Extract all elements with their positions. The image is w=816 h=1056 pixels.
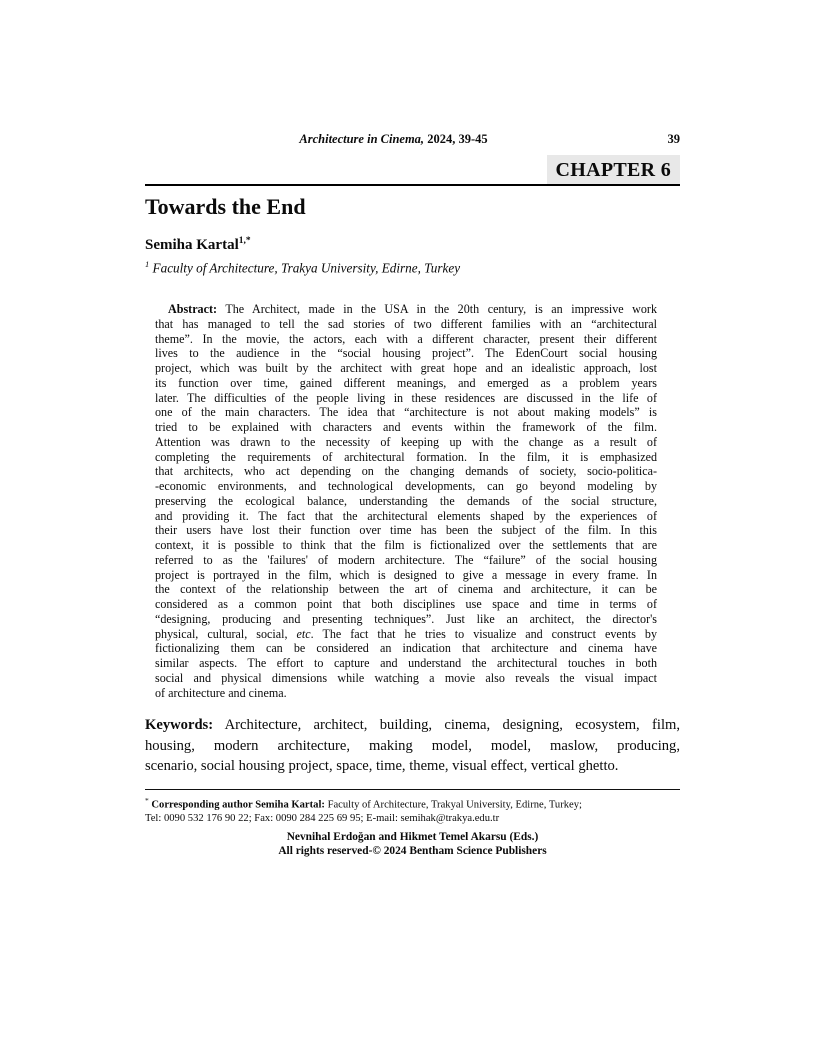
abstract-line: tried to be explained with characters and events within the framework of the film. <box>155 420 657 434</box>
footnote-bold: Corresponding author Semiha Kartal: <box>148 799 325 811</box>
footnote-line-1 <box>145 794 680 812</box>
journal-title: Architecture in Cinema, <box>299 132 425 146</box>
abstract-line: similar aspects. The effort to capture and understand the architectural touches in both <box>155 656 657 670</box>
abstract-line-text: physical, cultural, social, <box>155 626 297 641</box>
abstract-line-text: The Architect, made in the USA in the 20th century, is an impressive work <box>217 302 657 316</box>
page-number: 39 <box>667 132 680 146</box>
keywords-line <box>145 715 680 736</box>
abstract-line: their users have lost their function over time has been the subject of the film. In this <box>155 523 657 538</box>
abstract-line: -economic environments, and technological developments, can go beyond modeling by <box>155 479 657 493</box>
abstract-line <box>155 302 657 317</box>
abstract-label: Abstract: <box>168 302 218 316</box>
abstract-line: fictionalizing them can be considered an indication that architecture and cinema have <box>155 641 657 656</box>
abstract-line: considered as a common point that both disciplines use space and time in terms of <box>155 597 657 611</box>
rights-line: All rights reserved-© 2024 Bentham Science Publishers <box>278 844 547 857</box>
journal-issue: 2024, 39-45 <box>424 132 488 146</box>
affiliation-text: Faculty of Architecture, Trakya University, Edirne, Turkey <box>149 260 461 276</box>
editors-line: Nevnihal Erdoğan and Hikmet Temel Akarsu (Eds.) <box>286 831 539 843</box>
abstract-line-text: . The fact that he tries to visualize and construct events by <box>310 626 658 641</box>
running-head <box>145 132 680 147</box>
author-name-text: Semiha Kartal <box>145 237 239 253</box>
abstract-line: “designing, producing and presenting techniques”. Just like an architect, the director's <box>155 611 657 626</box>
abstract-line: project is portrayed in the film, which is designed to give a message in every frame. In <box>155 567 657 582</box>
abstract-line: project, which was built by the architect with great hope and an idealistic approach, lost <box>155 361 657 375</box>
corresponding-author-note <box>145 794 680 825</box>
abstract-line: later. The difficulties of the people living in these residences are discussed in the life of <box>155 390 657 405</box>
text-column <box>145 0 680 1056</box>
abstract-line: social and physical dimensions while watching a movie also reveals the visual impact <box>155 670 657 685</box>
abstract-line: that architects, who act depending on the changing demands of society, socio-politica- <box>155 464 657 479</box>
footnote-marker: * <box>145 796 149 805</box>
keywords <box>145 715 680 777</box>
abstract-line: that has managed to tell the sad stories of two different families with an “architectural <box>155 316 657 331</box>
page-header <box>145 132 680 148</box>
abstract-line: and providing it. The fact that the architectural elements shaped by the experiences of <box>155 508 657 523</box>
footnote-rule <box>145 789 680 790</box>
keywords-line: scenario, social housing project, space, time, theme, visual effect, vertical ghetto. <box>145 758 619 774</box>
author-superscript: 1,* <box>238 236 251 246</box>
author-name <box>145 236 251 254</box>
abstract-line: completing the requirements of architectural formation. In the film, it is emphasized <box>155 449 657 464</box>
abstract-line: preserving the ecological balance, understanding the demands of the social structure, <box>155 493 657 508</box>
abstract-line: of architecture and cinema. <box>155 685 287 700</box>
footnote-rest: Faculty of Architecture, Trakyal University, Edirne, Turkey; <box>324 799 582 811</box>
abstract-line: referred to as the 'failures' of modern architecture. The “failure” of the social housing <box>155 552 657 567</box>
abstract-line: theme”. In the movie, the actors, each with a different character, present their different <box>155 331 657 346</box>
keywords-line: housing, modern architecture, making model, model, maslow, producing, <box>145 737 680 754</box>
etc-italic: etc <box>296 626 311 641</box>
abstract-line: Attention was drawn to the necessity of keeping up with the change as a result of <box>155 434 657 449</box>
abstract-line: its function over time, gained different meanings, and emerged as a problem years <box>155 375 657 390</box>
abstract-line: context, it is possible to think that the film is fictionalized over the settlements that are <box>155 538 657 552</box>
abstract-line: one of the main characters. The idea that “architecture is not about making models” is <box>155 405 657 420</box>
affiliation <box>145 259 460 276</box>
chapter-title: Towards the End <box>145 194 306 219</box>
publisher-credits <box>145 831 680 858</box>
header-rule <box>145 155 680 186</box>
chapter-badge: CHAPTER 6 <box>547 155 680 184</box>
abstract-line: lives to the audience in the “social housing project”. The EdenCourt social housing <box>155 346 657 361</box>
abstract-line: the context of the relationship between the art of cinema and architecture, it can be <box>155 582 657 597</box>
keywords-label: Keywords: <box>145 717 214 733</box>
abstract-line-etc <box>155 627 657 642</box>
keywords-line-text: Architecture, architect, building, cinema, designing, ecosystem, film, <box>213 717 680 733</box>
affiliation-superscript: 1 <box>145 259 150 269</box>
footnote-line-2: Tel: 0090 532 176 90 22; Fax: 0090 284 225 69 95; E-mail: semihak@trakya.edu.tr <box>145 812 500 824</box>
abstract <box>155 302 657 700</box>
